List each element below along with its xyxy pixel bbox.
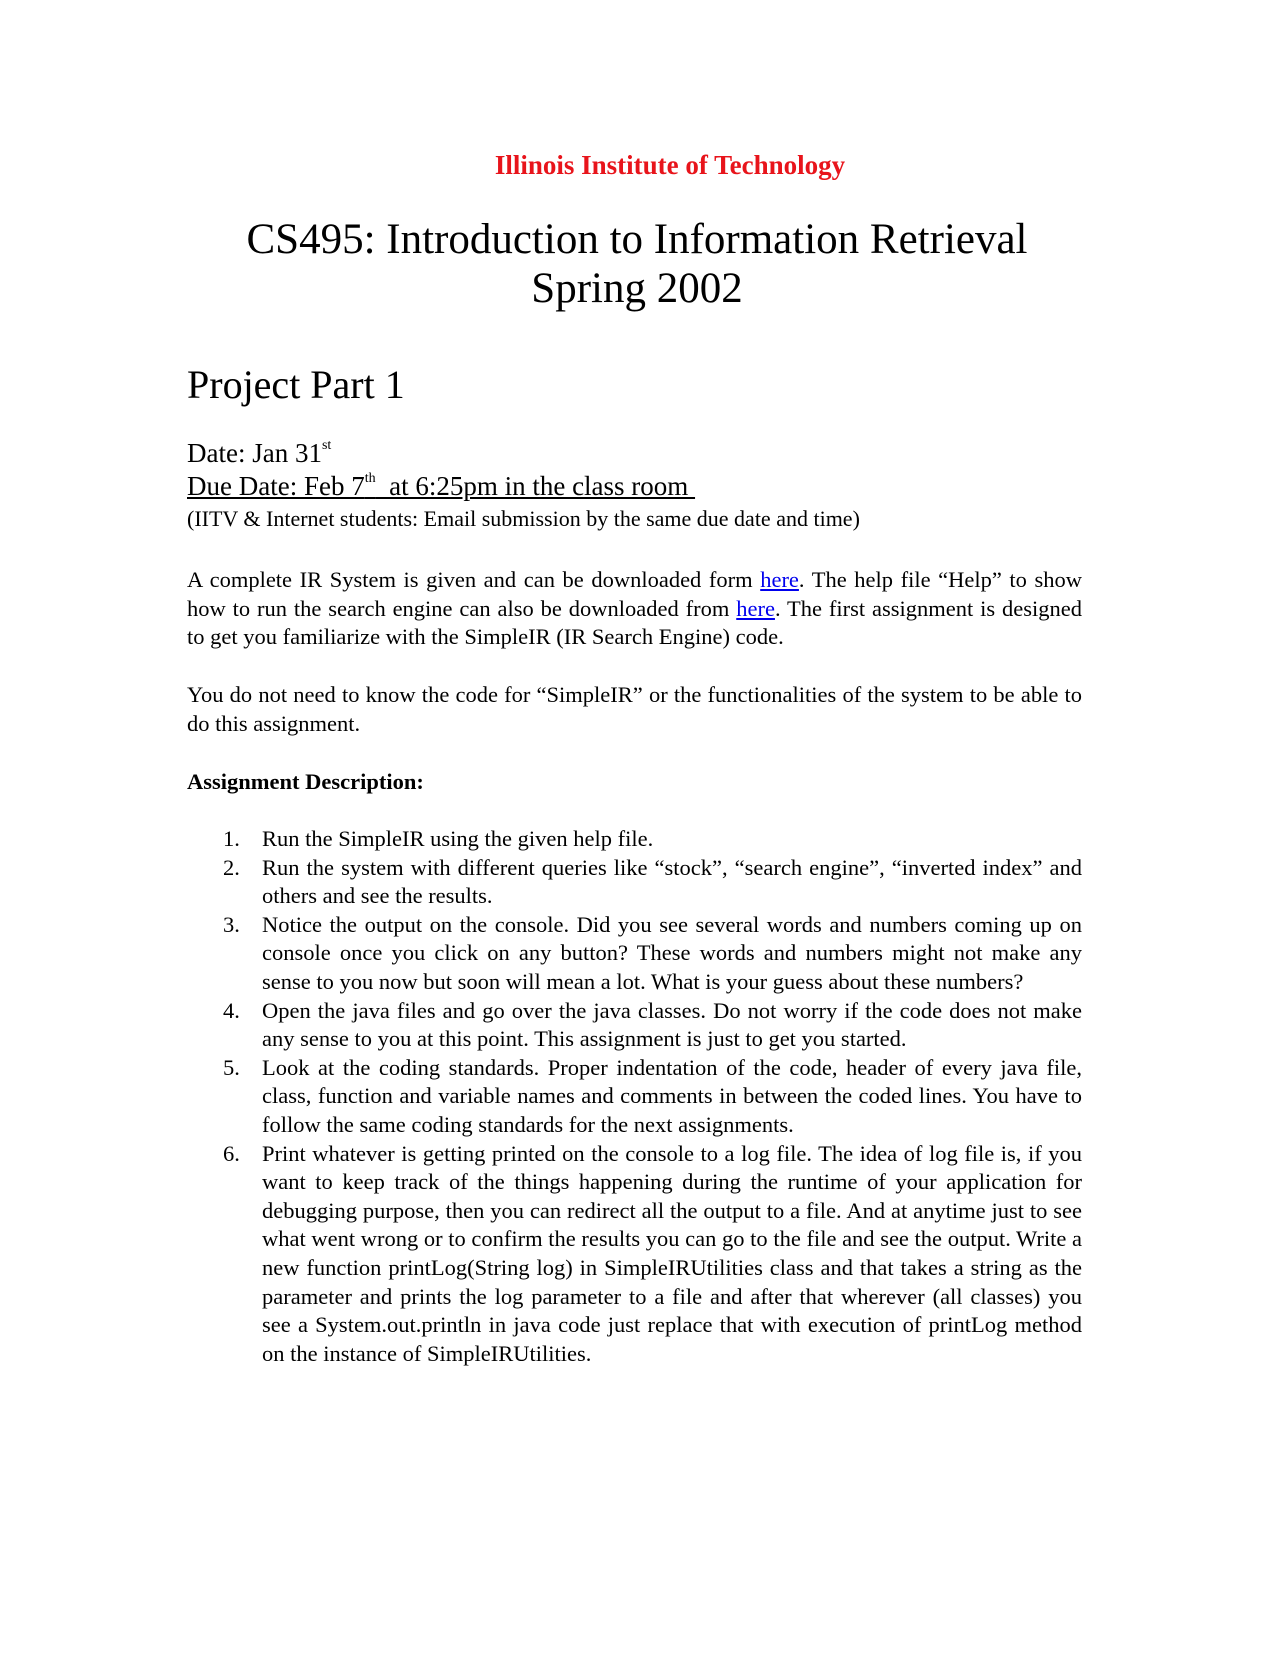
remote-students-note: (IITV & Internet students: Email submission by the same due date and time) bbox=[187, 506, 860, 531]
assigned-date bbox=[187, 438, 331, 469]
step-text: Open the java files and go over the java classes. Do not worry if the code does not make any sense to you at this point. This assignment is just to get you started. bbox=[262, 997, 1082, 1052]
list-item bbox=[187, 854, 1082, 911]
list-item bbox=[187, 911, 1082, 997]
step-text: Run the system with different queries like “stock”, “search engine”, “inverted index” and others and see the results. bbox=[262, 854, 1082, 909]
step-number: 3. bbox=[223, 911, 240, 937]
list-item bbox=[187, 1140, 1082, 1369]
list-item bbox=[187, 1054, 1082, 1140]
due-date bbox=[187, 471, 695, 502]
step-number: 2. bbox=[223, 854, 240, 880]
intro-paragraph bbox=[187, 566, 1082, 652]
step-text: Print whatever is getting printed on the console to a log file. The idea of log file is, if you want to keep track of the things happening during the runtime of your application for debugging purpose, then you can redirect all the output to a file. And at anytime just to see what went wrong or to confirm the results you can go to the file and see the output. Write a new function printLog(String log) in SimpleIRUtilities class and that takes a string as the parameter and prints the log parameter to a file and after that wherever (all classes) you see a System.out.println in java code just replace that with execution of printLog method on the instance of SimpleIRUtilities. bbox=[262, 1140, 1082, 1366]
step-text: Look at the coding standards. Proper indentation of the code, header of every java file, class, function and variable names and comments in between the coded lines. You have to follow the same coding standards for the next assignments. bbox=[262, 1054, 1082, 1137]
course-title bbox=[0, 215, 1274, 313]
course-title-line: CS495: Introduction to Information Retrieval bbox=[246, 216, 1028, 263]
step-text: Notice the output on the console. Did you see several words and numbers coming up on console once you click on any button? These words and numbers might not make any sense to you now but soon will mean a lot. What is your guess about these numbers? bbox=[262, 911, 1082, 994]
help-download-link[interactable]: here bbox=[736, 595, 775, 621]
assigned-date-text: Date: Jan 31 bbox=[187, 438, 322, 468]
project-title: Project Part 1 bbox=[187, 362, 405, 407]
assigned-date-suffix: st bbox=[321, 438, 332, 453]
knowledge-paragraph: You do not need to know the code for “SimpleIR” or the functionalities of the system to be able to do this assignment. bbox=[187, 682, 1082, 736]
list-item bbox=[187, 997, 1082, 1054]
step-number: 6. bbox=[223, 1140, 240, 1166]
intro-text-1: A complete IR System is given and can be downloaded form bbox=[187, 567, 761, 592]
intro-text-2: . The help file “Help” to show how to run the search engine can also be downloaded from bbox=[187, 567, 1082, 621]
system-download-link[interactable]: here bbox=[760, 567, 799, 592]
due-date-suffix: th bbox=[364, 471, 376, 486]
list-item bbox=[187, 825, 1082, 854]
intro-text-3: . The first assignment is designed to get you familiarize with the SimpleIR (IR Search Engine) code. bbox=[187, 595, 1083, 650]
step-number: 4. bbox=[223, 997, 240, 1023]
course-term-line: Spring 2002 bbox=[531, 265, 743, 312]
due-date-time: at 6:25pm in the class room bbox=[375, 471, 696, 501]
step-number: 1. bbox=[223, 826, 240, 851]
step-text: Run the SimpleIR using the given help file. bbox=[262, 826, 654, 851]
institute-name: Illinois Institute of Technology bbox=[494, 150, 846, 180]
step-number: 5. bbox=[223, 1054, 240, 1080]
due-date-text: Due Date: Feb 7 bbox=[187, 471, 365, 501]
assignment-steps bbox=[187, 825, 1082, 1368]
assignment-heading: Assignment Description: bbox=[187, 769, 424, 794]
